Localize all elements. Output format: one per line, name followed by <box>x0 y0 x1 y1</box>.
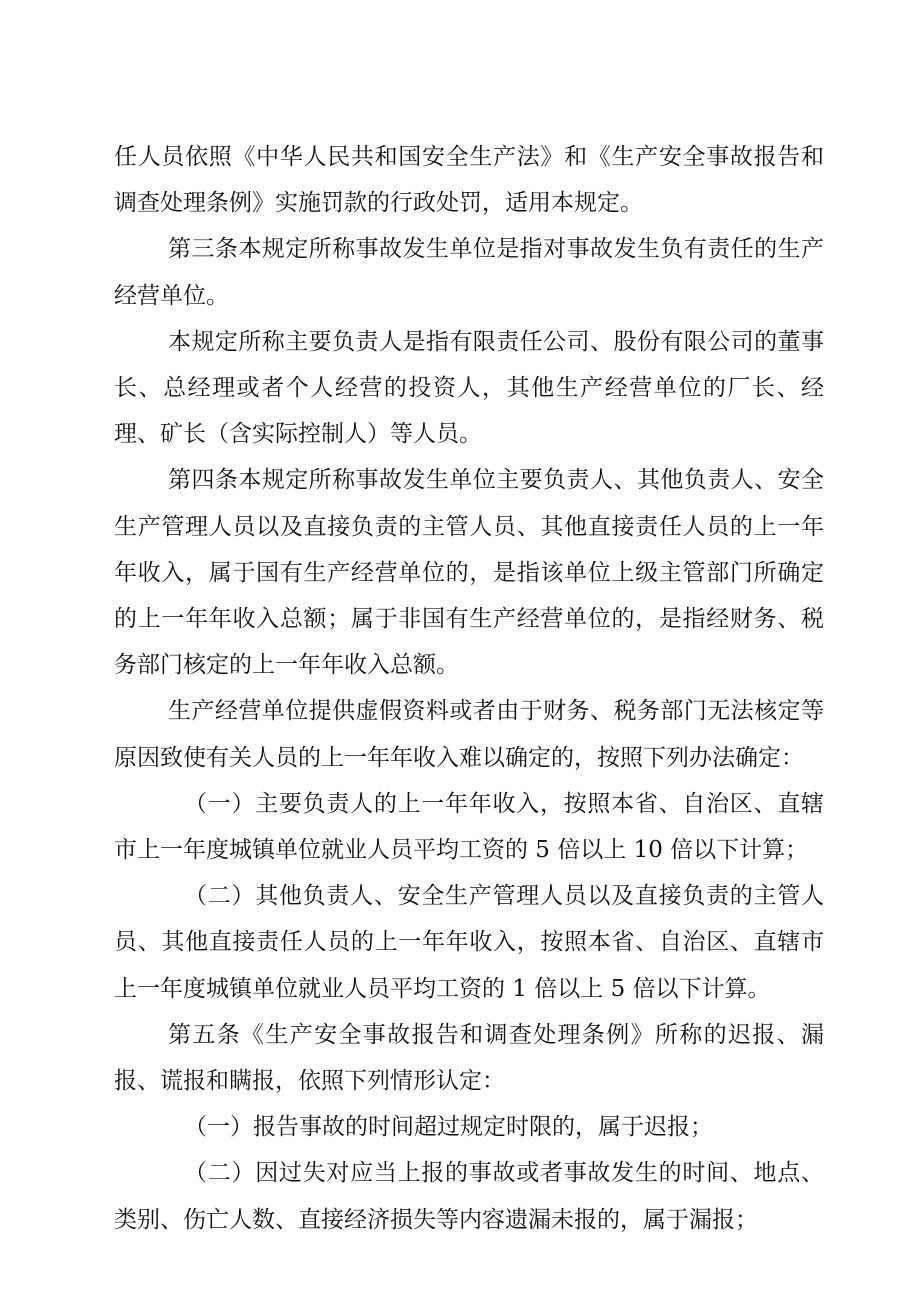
paragraph-article-5: 第五条《生产安全事故报告和调查处理条例》所称的迟报、漏报、谎报和瞒报，依照下列情形认定： <box>114 1021 824 1095</box>
paragraph-article-3: 第三条本规定所称事故发生单位是指对事故发生负有责任的生产经营单位。 <box>114 236 824 309</box>
paragraph-late-report: （一）报告事故的时间超过规定时限的，属于迟报； <box>184 1114 713 1141</box>
paragraph-principal-definition: 本规定所称主要负责人是指有限责任公司、股份有限公司的董事长、总经理或者个人经营的投资人，其他生产经营单位的厂长、经理、矿长（含实际控制人）等人员。 <box>114 328 824 448</box>
paragraph-item-2: （二）其他负责人、安全生产管理人员以及直接负责的主管人员、其他直接责任人员的上一年年收入，按照本省、自治区、直辖市上一年度城镇单位就业人员平均工资的 1 倍以上 5 倍以下计算。 <box>114 883 824 1002</box>
paragraph-item-1: （一）主要负责人的上一年年收入，按照本省、自治区、直辖市上一年度城镇单位就业人员平均工资的 5 倍以上 10 倍以下计算； <box>114 790 824 864</box>
paragraph-article-4: 第四条本规定所称事故发生单位主要负责人、其他负责人、安全生产管理人员以及直接负责的主管人员、其他直接责任人员的上一年年收入，属于国有生产经营单位的，是指该单位上级主管部门所确定的上一年年收入总额；属于非国有生产经营单位的，是指经财务、税务部门核定的上一年年收入总额。 <box>114 467 824 679</box>
paragraph-omitted-report: （二）因过失对应当上报的事故或者事故发生的时间、地点、类别、伤亡人数、直接经济损失等内容遗漏未报的，属于漏报； <box>114 1160 824 1233</box>
paragraph-continuation: 任人员依照《中华人民共和国安全生产法》和《生产安全事故报告和调查处理条例》实施罚款的行政处罚，适用本规定。 <box>114 144 824 217</box>
document-body <box>114 134 824 1243</box>
paragraph-income-determination: 生产经营单位提供虚假资料或者由于财务、税务部门无法核定等原因致使有关人员的上一年年收入难以确定的，按照下列办法确定： <box>114 698 824 771</box>
